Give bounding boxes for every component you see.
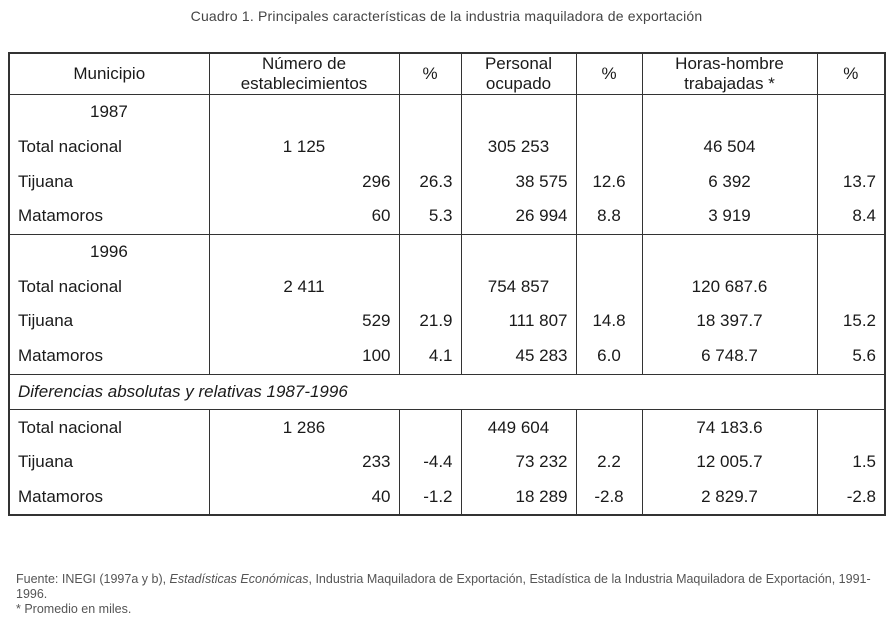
cell-personal: 26 994 (461, 199, 576, 234)
cell-personal: 754 857 (461, 269, 576, 304)
cell-municipio: Matamoros (9, 199, 209, 234)
section-label-row (9, 234, 885, 269)
cell-establecimientos: 40 (209, 480, 399, 516)
cell-municipio: Tijuana (9, 164, 209, 199)
cell-personal: 305 253 (461, 130, 576, 165)
cell-pct: 4.1 (399, 339, 461, 374)
cell-personal: 18 289 (461, 480, 576, 516)
cell-pct: 21.9 (399, 304, 461, 339)
cell-personal: 449 604 (461, 410, 576, 445)
cell-pct: -2.8 (576, 480, 642, 516)
table-row (9, 339, 885, 374)
table-row (9, 164, 885, 199)
cell-municipio: Matamoros (9, 480, 209, 516)
table-row (9, 304, 885, 339)
cell-pct: 5.6 (817, 339, 885, 374)
cell-establecimientos: 529 (209, 304, 399, 339)
section-label-row (9, 374, 885, 410)
cell-horas: 74 183.6 (642, 410, 817, 445)
cell-pct (817, 130, 885, 165)
cell-pct: 8.4 (817, 199, 885, 234)
cell-pct: -1.2 (399, 480, 461, 516)
cell-pct: 8.8 (576, 199, 642, 234)
cell-municipio: Matamoros (9, 339, 209, 374)
cell-horas: 2 829.7 (642, 480, 817, 516)
cell-horas: 6 748.7 (642, 339, 817, 374)
cell-horas: 18 397.7 (642, 304, 817, 339)
cell-pct (399, 130, 461, 165)
table-row (9, 269, 885, 304)
cell-pct: 6.0 (576, 339, 642, 374)
header-municipio: Municipio (9, 53, 209, 95)
section-label: 1987 (9, 95, 209, 130)
cell-pct (576, 130, 642, 165)
cell-pct: 13.7 (817, 164, 885, 199)
header-pct-3: % (817, 53, 885, 95)
table-row (9, 445, 885, 480)
cell-horas: 46 504 (642, 130, 817, 165)
cell-establecimientos: 1 286 (209, 410, 399, 445)
cell-establecimientos: 296 (209, 164, 399, 199)
section-label: 1996 (9, 234, 209, 269)
cell-establecimientos: 2 411 (209, 269, 399, 304)
cell-pct: 15.2 (817, 304, 885, 339)
cell-municipio: Total nacional (9, 410, 209, 445)
cell-horas: 3 919 (642, 199, 817, 234)
cell-personal: 38 575 (461, 164, 576, 199)
section-label: Diferencias absolutas y relativas 1987-1996 (9, 374, 885, 410)
cell-pct: -4.4 (399, 445, 461, 480)
cell-horas: 6 392 (642, 164, 817, 199)
cell-establecimientos: 233 (209, 445, 399, 480)
cell-horas: 12 005.7 (642, 445, 817, 480)
cell-pct (576, 410, 642, 445)
header-pct-1: % (399, 53, 461, 95)
table-row (9, 480, 885, 516)
cell-personal: 73 232 (461, 445, 576, 480)
cell-personal: 111 807 (461, 304, 576, 339)
table-row (9, 410, 885, 445)
header-pct-2: % (576, 53, 642, 95)
cell-municipio: Total nacional (9, 130, 209, 165)
table-caption: Cuadro 1. Principales características de la industria maquiladora de exportación (190, 8, 703, 24)
cell-pct: 5.3 (399, 199, 461, 234)
cell-establecimientos: 60 (209, 199, 399, 234)
source-note: Fuente: INEGI (1997a y b), Estadísticas Económicas, Industria Maquiladora de Exportación, Estadística de la Industria Maquiladora de Exportación, 1991-1996. (16, 572, 871, 601)
cell-pct (817, 410, 885, 445)
header-row (9, 53, 885, 95)
cell-pct: 1.5 (817, 445, 885, 480)
cell-establecimientos: 100 (209, 339, 399, 374)
section-label-row (9, 95, 885, 130)
cell-pct: 26.3 (399, 164, 461, 199)
maquiladora-table (8, 52, 886, 516)
cell-pct: 2.2 (576, 445, 642, 480)
cell-pct: 12.6 (576, 164, 642, 199)
cell-pct: -2.8 (817, 480, 885, 516)
cell-pct: 14.8 (576, 304, 642, 339)
cell-pct (399, 410, 461, 445)
cell-municipio: Tijuana (9, 304, 209, 339)
cell-pct (399, 269, 461, 304)
cell-municipio: Total nacional (9, 269, 209, 304)
average-note: * Promedio en miles. (16, 602, 132, 616)
cell-establecimientos: 1 125 (209, 130, 399, 165)
header-num-establecimientos: Número de establecimientos (209, 53, 399, 95)
cell-pct (817, 269, 885, 304)
table-row (9, 199, 885, 234)
cell-personal: 45 283 (461, 339, 576, 374)
table-row (9, 130, 885, 165)
header-personal-ocupado: Personal ocupado (461, 53, 576, 95)
header-horas-hombre: Horas-hombre trabajadas * (642, 53, 817, 95)
cell-pct (576, 269, 642, 304)
cell-horas: 120 687.6 (642, 269, 817, 304)
table-footnote (16, 572, 876, 617)
cell-municipio: Tijuana (9, 445, 209, 480)
